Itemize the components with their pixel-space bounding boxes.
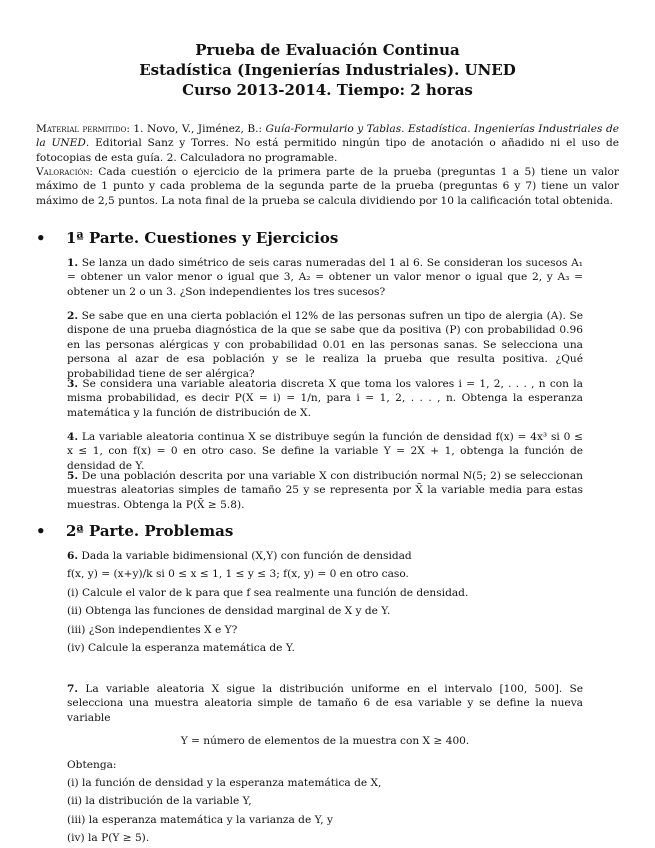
exam-header xyxy=(0,40,655,100)
bullet-icon: • xyxy=(36,522,46,540)
question-5: 5. De una población descrita por una variable X con distribución normal N(5; 2) se seleccionan muestras aleatorias simples de tamaño 25 y se representa por X̄ la variable media para estas muestras. Obtenga la P(X̄ ≥ 5.8). xyxy=(67,470,583,511)
section-part1 xyxy=(36,229,338,247)
question-7: 7. La variable aleatoria X sigue la distribución uniforme en el intervalo [100, 500]. Se selecciona una muestra aleatoria simple de tamaño 6 de esa variable y se define la nueva variable Y = número de elementos de la muestra con X ≥ 400. Obtenga: (i) la función de densidad y la esperanza matemática de X, (ii) la distribución de la variable Y, (iii) la esperanza matemática y la varianza de Y, y (iv) la P(Y ≥ 5). xyxy=(67,683,583,845)
question-1: 1. Se lanza un dado simétrico de seis caras numeradas del 1 al 6. Se consideran los sucesos A₁ = obtener un valor menor o igual que 3, A₂ = obtener un valor menor o igual que 2, y A₃ = obtener un 2 o un 3. ¿Son independientes los tres sucesos? xyxy=(67,257,583,298)
question-3: 3. Se considera una variable aleatoria discreta X que toma los valores i = 1, 2, . . . , n con la misma probabilidad, es decir P(X = i) = 1/n, para i = 1, 2, . . . , n. Obtenga la esperanza matemática y la función de distribución de X. xyxy=(67,378,583,419)
question-4: 4. La variable aleatoria continua X se distribuye según la función de densidad f(x) = 4x³ si 0 ≤ x ≤ 1, con f(x) = 0 en otro caso. Se define la variable Y = 2X + 1, obtenga la función de densidad de Y. xyxy=(67,431,583,472)
q6-item-iii: (iii) ¿Son independientes X e Y? xyxy=(67,623,238,636)
section-part2 xyxy=(36,522,233,540)
valoracion-paragraph xyxy=(36,165,619,208)
header-course: Curso 2013-2014. Tiempo: 2 horas xyxy=(182,81,473,99)
q6-item-iv: (iv) Calcule la esperanza matemática de Y. xyxy=(67,642,295,655)
question-6: 6. Dada la variable bidimensional (X,Y) con función de densidad f(x, y) = (x+y)/k si 0 ≤ x ≤ 1, 1 ≤ y ≤ 3; f(x, y) = 0 en otro caso. (i) Calcule el valor de k para que f sea realmente una función de densidad. (ii) Obtenga las funciones de densidad marginal de X y de Y. (iii) ¿Son independientes X e Y? (iv) Calcule la esperanza matemática de Y. xyxy=(67,549,583,655)
bullet-icon: • xyxy=(36,229,46,247)
valoracion-text: Cada cuestión o ejercicio de la primera parte de la prueba (preguntas 1 a 5) tiene un valor máximo de 1 punto y cada problema de la segunda parte de la prueba (preguntas 6 y 7) tiene un valor máximo de 2,5 puntos. La nota final de la prueba se calcula dividiendo por 10 la calificación total obtenida. xyxy=(36,166,619,207)
part1-title: 1ª Parte. Cuestiones y Ejercicios xyxy=(66,229,339,247)
q7-item-iii: (iii) la esperanza matemática y la varianza de Y, y xyxy=(67,813,333,826)
material-label: Material permitido: xyxy=(36,123,130,135)
part2-title: 2ª Parte. Problemas xyxy=(66,522,234,540)
material-text-a: 1. Novo, V., Jiménez, B.: xyxy=(129,123,266,135)
q7-item-ii: (ii) la distribución de la variable Y, xyxy=(67,795,252,808)
q7-item-iv: (iv) la P(Y ≥ 5). xyxy=(67,832,150,845)
q6-item-ii: (ii) Obtenga las funciones de densidad marginal de X y de Y. xyxy=(67,605,391,618)
material-text-b: . Editorial Sanz y Torres. No está permitido ningún tipo de anotación o añadido ni el uso de fotocopias de esta guía. 2. Calculadora no programable. xyxy=(36,137,619,164)
header-subject: Estadística (Ingenierías Industriales). UNED xyxy=(139,61,516,79)
q7-definition: Y = número de elementos de la muestra con X ≥ 400. xyxy=(180,735,470,748)
q7-item-i: (i) la función de densidad y la esperanza matemática de X, xyxy=(67,777,382,790)
header-title: Prueba de Evaluación Continua xyxy=(195,41,460,59)
material-book: Guía-Formulario y Tablas. Estadística. Ingenierías Industriales de la UNED xyxy=(36,123,620,150)
question-2: 2. Se sabe que en una cierta población el 12% de las personas sufren un tipo de alergia (A). Se dispone de una prueba diagnóstica de la que se sabe que da positiva (P) con probabilidad 0.96 en las personas alérgicas y con probabilidad 0.01 en las personas sanas. Se selecciona una persona al azar de esa población y se le realiza la prueba que resulta positiva. ¿Qué probabilidad tiene de ser alérgica? xyxy=(67,310,583,380)
valoracion-label: Valoración: xyxy=(36,166,93,178)
q6-formula: f(x, y) = (x+y)/k si 0 ≤ x ≤ 1, 1 ≤ y ≤ 3; f(x, y) = 0 en otro caso. xyxy=(67,568,409,581)
q6-item-i: (i) Calcule el valor de k para que f sea realmente una función de densidad. xyxy=(67,586,469,599)
q7-obtenga: Obtenga: xyxy=(67,758,117,771)
material-paragraph xyxy=(36,122,619,165)
